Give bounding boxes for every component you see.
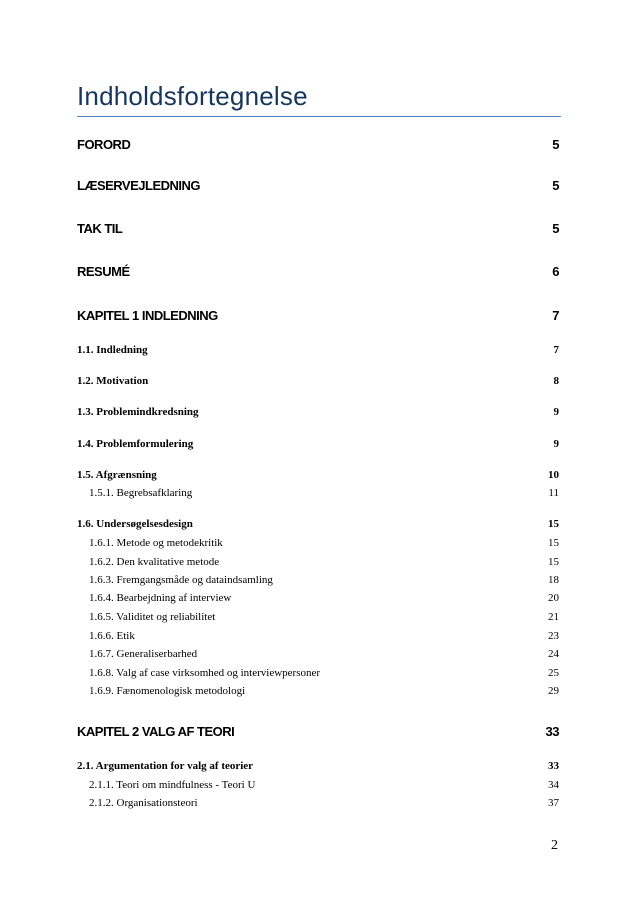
toc-entry-tak-til[interactable]: [77, 221, 559, 236]
toc-entry-label: 1.6.2. Den kvalitative metode: [89, 556, 220, 568]
toc-entry-1-6-8[interactable]: [77, 667, 559, 679]
toc-entry-1-6-4[interactable]: [77, 592, 559, 604]
toc-entry-label: 2.1.2. Organisationsteori: [89, 797, 198, 809]
toc-entry-label: 1.4. Problemformulering: [77, 438, 194, 450]
toc-entry-forord[interactable]: [77, 137, 559, 152]
toc-entry-kapitel-2[interactable]: [77, 724, 559, 739]
toc-entry-label: 1.6. Undersøgelsesdesign: [77, 518, 193, 530]
toc-entry-label: 1.5. Afgrænsning: [77, 469, 157, 481]
toc-entry-page: 6: [552, 264, 559, 279]
toc-entry-page: 7: [552, 308, 559, 323]
toc-entry-page: 37: [548, 797, 559, 809]
toc-entry-label: 1.6.5. Validitet og reliabilitet: [89, 611, 216, 623]
toc-entry-page: 9: [553, 438, 559, 450]
toc-entry-1-6-6[interactable]: [77, 630, 559, 642]
toc-entry-1-4[interactable]: [77, 438, 559, 450]
toc-entry-label: 1.5.1. Begrebsafklaring: [89, 487, 193, 499]
toc-entry-label: 1.2. Motivation: [77, 375, 149, 387]
toc-entry-page: 15: [548, 537, 559, 549]
toc-entry-page: 5: [552, 178, 559, 193]
toc-entry-label: TAK TIL: [77, 221, 123, 236]
toc-entry-label: 1.6.3. Fremgangsmåde og dataindsamling: [89, 574, 273, 586]
toc-entry-page: 24: [548, 648, 559, 660]
toc-entry-1-1[interactable]: [77, 344, 559, 356]
toc-entry-label: 1.1. Indledning: [77, 344, 148, 356]
toc-entry-label: KAPITEL 1 INDLEDNING: [77, 308, 218, 323]
toc-entry-label: 2.1.1. Teori om mindfulness - Teori U: [89, 779, 256, 791]
toc-entry-label: 1.6.8. Valg af case virksomhed og interviewpersoner: [89, 667, 321, 679]
toc-entry-page: 8: [553, 375, 559, 387]
toc-entry-2-1[interactable]: [77, 760, 559, 772]
toc-entry-1-6-9[interactable]: [77, 685, 559, 697]
toc-entry-page: 15: [548, 556, 559, 568]
toc-entry-1-6-2[interactable]: [77, 556, 559, 568]
toc-entry-label: 1.6.9. Fænomenologisk metodologi: [89, 685, 246, 697]
toc-entry-label: 1.6.6. Etik: [89, 630, 135, 642]
title-divider: [77, 116, 561, 117]
toc-entry-label: 2.1. Argumentation for valg af teorier: [77, 760, 254, 772]
toc-entry-page: 10: [548, 469, 559, 481]
toc-entry-page: 33: [548, 760, 559, 772]
toc-entry-label: LÆSERVEJLEDNING: [77, 178, 201, 193]
toc-entry-page: 21: [548, 611, 559, 623]
toc-entry-1-2[interactable]: [77, 375, 559, 387]
toc-entry-page: 7: [553, 344, 559, 356]
toc-entry-1-6-3[interactable]: [77, 574, 559, 586]
toc-entry-1-6-5[interactable]: [77, 611, 559, 623]
toc-entry-page: 34: [548, 779, 559, 791]
toc-entry-page: 9: [553, 406, 559, 418]
toc-entry-label: 1.6.4. Bearbejdning af interview: [89, 592, 232, 604]
toc-entry-label: FORORD: [77, 137, 131, 152]
toc-entry-page: 15: [548, 518, 559, 530]
toc-entry-page: 5: [552, 221, 559, 236]
toc-entry-1-5-1[interactable]: [77, 487, 559, 499]
page-title: Indholdsfortegnelse: [77, 81, 308, 111]
toc-entry-1-6[interactable]: [77, 518, 559, 530]
toc-entry-resume[interactable]: [77, 264, 559, 279]
page-number: 2: [551, 838, 558, 853]
toc-entry-page: 25: [548, 667, 559, 679]
toc-entry-page: 33: [545, 724, 559, 739]
toc-entry-2-1-2[interactable]: [77, 797, 559, 809]
toc-entry-label: RESUMÉ: [77, 264, 130, 279]
toc-entry-1-3[interactable]: [77, 406, 559, 418]
toc-entry-laeservejledning[interactable]: [77, 178, 559, 193]
toc-entry-page: 29: [548, 685, 559, 697]
toc-entry-label: 1.6.7. Generaliserbarhed: [89, 648, 198, 660]
toc-entry-label: 1.3. Problemindkredsning: [77, 406, 199, 418]
toc-entry-label: 1.6.1. Metode og metodekritik: [89, 537, 223, 549]
toc-entry-kapitel-1[interactable]: [77, 308, 559, 323]
toc-entry-page: 20: [548, 592, 559, 604]
toc-entry-1-6-1[interactable]: [77, 537, 559, 549]
toc-entry-page: 5: [552, 137, 559, 152]
toc-entry-1-6-7[interactable]: [77, 648, 559, 660]
toc-entry-2-1-1[interactable]: [77, 779, 559, 791]
toc-entry-page: 11: [548, 487, 559, 499]
toc-entry-page: 18: [548, 574, 559, 586]
toc-entry-label: KAPITEL 2 VALG AF TEORI: [77, 724, 235, 739]
toc-entry-1-5[interactable]: [77, 469, 559, 481]
toc-entry-page: 23: [548, 630, 559, 642]
